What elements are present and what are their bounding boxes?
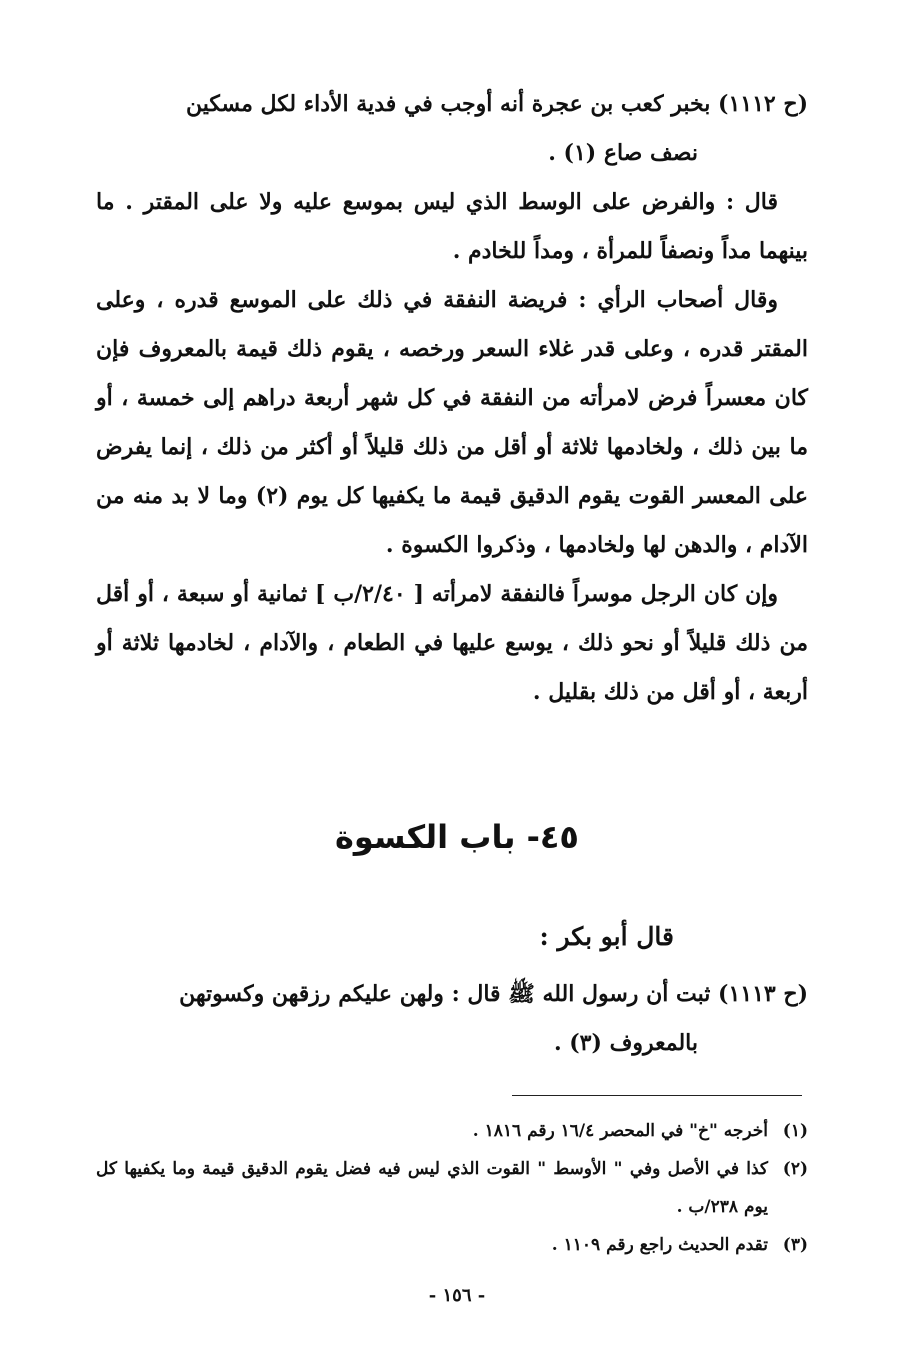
footnote-item (96, 1150, 808, 1226)
paragraph-middle-class: قال : والفرض على الوسط الذي ليس بموسع عليه ولا على المقتر . ما بينهما مداً ونصفاً للمرأة ، ومداً للخادم . (96, 189, 808, 264)
hadith-1113-block (96, 970, 808, 1068)
footnote-text: أخرجه "خ" في المحصر ١٦/٤ رقم ١٨١٦ . (472, 1121, 768, 1141)
page-number: - ١٥٦ - (428, 1285, 486, 1306)
main-text (96, 80, 808, 717)
footnote-number: (١) (782, 1121, 808, 1141)
footnote-item (96, 1112, 808, 1150)
footnote-number: (٣) (782, 1235, 808, 1255)
hadith-1112 (96, 80, 808, 178)
paragraph-ashab-al-ray: وقال أصحاب الرأي : فريضة النفقة في ذلك على الموسع قدره ، وعلى المقتر قدره ، وعلى قدر غلاء السعر ورخصه ، يقوم ذلك قيمة بالمعروف فإن كان معسراً فرض لامرأته من النفقة في كل شهر أربعة دراهم إلى خمسة ، أو ما بين ذلك ، ولخادمها ثلاثة أو أقل من ذلك قليلاً أو أكثر من ذلك ، إنما يفرض على المعسر القوت يقوم الدقيق قيمة ما يكفيها كل يوم (٢) وما لا بد منه من الآدام ، والدهن لها ولخادمها ، وذكروا الكسوة . (96, 287, 808, 558)
hadith-1112-continuation: نصف صاع (١) . (548, 140, 698, 166)
footnotes (96, 1112, 808, 1264)
footnote-divider (512, 1095, 802, 1096)
hadith-1113-continuation: بالمعروف (٣) . (553, 1030, 698, 1056)
paragraph-wealthy-man: وإن كان الرجل موسراً فالنفقة لامرأته [ ٢/٤٠/ب ] ثمانية أو سبعة ، أو أقل من ذلك قليلاً أو نحو ذلك ، يوسع عليها في الطعام ، والآدام ، لخادمها ثلاثة أو أربعة ، أو أقل من ذلك بقليل . (96, 581, 808, 705)
footnote-number: (٢) (782, 1159, 808, 1179)
footnote-text: تقدم الحديث راجع رقم ١١٠٩ . (551, 1235, 768, 1255)
hadith-1112-first-line: (ح ١١١٢) بخبر كعب بن عجرة أنه أوجب في فدية الأداء لكل مسكين (185, 91, 808, 117)
footnote-item (96, 1226, 808, 1264)
hadith-1113-first-line: (ح ١١١٣) ثبت أن رسول الله ﷺ قال : ولهن عليكم رزقهن وكسوتهن (179, 981, 808, 1007)
speaker-line: قال أبو بكر : (539, 922, 674, 951)
chapter-heading: ٤٥- باب الكسوة (335, 818, 579, 856)
footnote-text: كذا في الأصل وفي " الأوسط " القوت الذي ليس فيه فضل يقوم الدقيق قيمة وما يكفيها كل يوم ٢٣٨/ب . (96, 1159, 768, 1217)
hadith-1113 (96, 970, 808, 1068)
